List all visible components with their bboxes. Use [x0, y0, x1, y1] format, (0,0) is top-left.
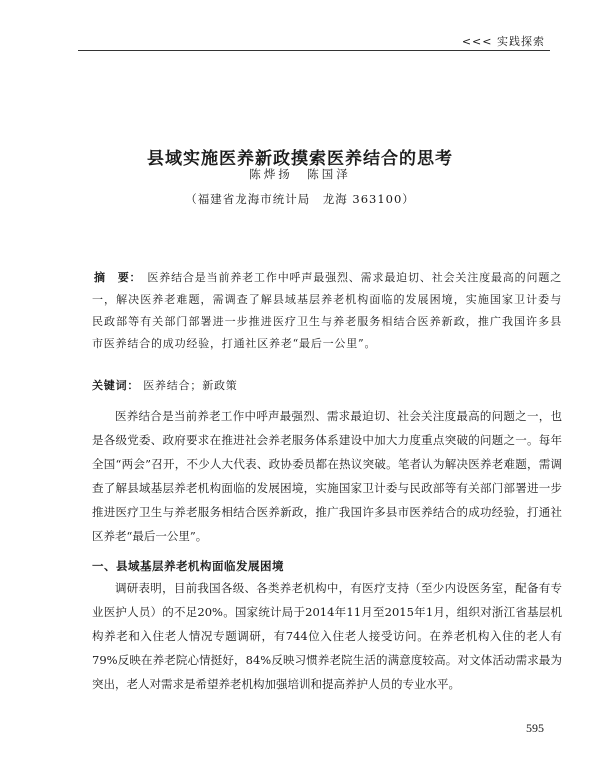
article-title: 县域实施医养新政摸索医养结合的思考 — [147, 149, 453, 170]
header-rule — [78, 50, 550, 51]
page-number: 595 — [526, 721, 544, 735]
section-heading-1: 一、县域基层养老机构面临发展困境 — [92, 559, 284, 573]
running-head: <<< 实践探索 — [461, 35, 545, 48]
body-paragraph-2: 调研表明，目前我国各级、各类养老机构中，有医疗支持（至少内设医务室，配备有专业医护人员）的不足20%。国家统计局于2014年11月至2015年1月，组织对浙江省基层机构养老和入住老人情况专题调研，有744位入住老人接受访问。在养老机构入住的老人有79%反映在养老院心情挺好，84%反映习惯养老院生活的满意度较高。对文体活动需求最为突出，老人对需求是希望养老机构加强培训和提高养护人员的专业水平。 — [92, 581, 562, 691]
article-affiliation: （福建省龙海市统计局 龙海 363100） — [185, 192, 415, 206]
keywords — [92, 377, 562, 393]
abstract — [92, 267, 562, 355]
abstract-text: 医养结合是当前养老工作中呼声最强烈、需求最迫切、社会关注度最高的问题之一，解决医养老难题，需调查了解县域基层养老机构面临的发展困境，实施国家卫计委与民政部等有关部门部署进一步推进医疗卫生与养老服务相结合医养新政，推广我国许多县市医养结合的成功经验，打通社区养老“最后一公里”。 — [92, 271, 562, 350]
article-authors: 陈烨扬 陈国泽 — [249, 167, 351, 181]
body-paragraph-1: 医养结合是当前养老工作中呼声最强烈、需求最迫切、社会关注度最高的问题之一，也是各级党委、政府要求在推进社会养老服务体系建设中加大力度重点突破的问题之一。每年全国“两会”召开，不少人大代表、政协委员都在热议突破。笔者认为解决医养老难题，需调查了解县域基层养老机构面临的发展困境，实施国家卫计委与民政部等有关部门部署进一步推进医疗卫生与养老服务相结合医养新政，推广我国许多县市医养结合的成功经验，打通社区养老“最后一公里”。 — [92, 409, 562, 543]
abstract-label: 摘 要： — [94, 271, 142, 284]
keywords-label: 关键词： — [92, 379, 140, 392]
keywords-text: 医养结合；新政策 — [143, 379, 238, 392]
